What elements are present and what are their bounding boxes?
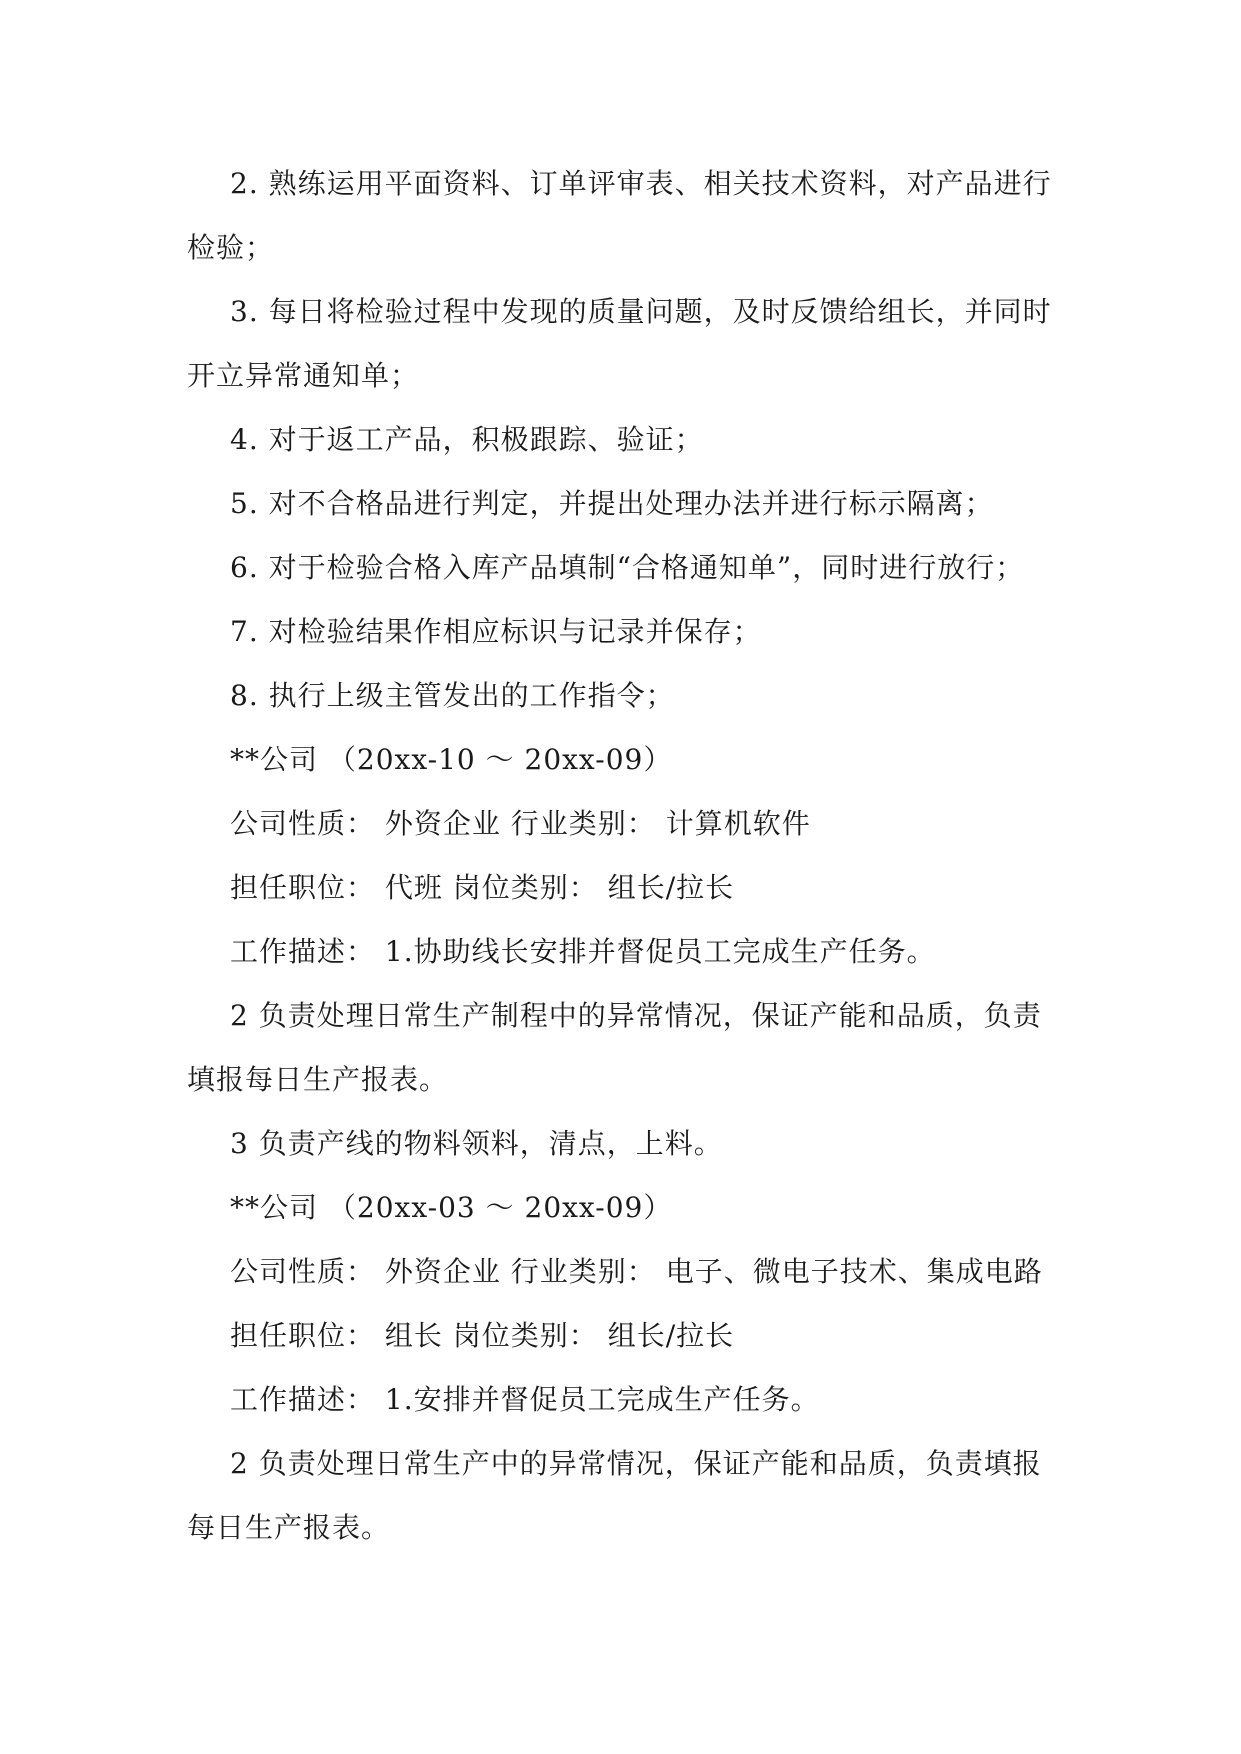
position-2: 担任职位： 组长 岗位类别： 组长/拉长 [230,1319,735,1352]
position-1: 担任职位： 代班 岗位类别： 组长/拉长 [230,871,735,904]
job-duty-1-3: 3 负责产线的物料领料，清点，上料。 [230,1127,723,1160]
duty-item-2: 2. 熟练运用平面资料、订单评审表、相关技术资料，对产品进行检验； [187,167,1052,264]
duty-item-5: 5. 对不合格品进行判定，并提出处理办法并进行标示隔离； [230,487,994,520]
company-nature-2: 公司性质： 外资企业 行业类别： 电子、微电子技术、集成电路 [230,1255,1043,1288]
duty-item-7: 7. 对检验结果作相应标识与记录并保存； [230,615,762,648]
duty-item-8: 8. 执行上级主管发出的工作指令； [230,679,675,712]
duty-item-3: 3. 每日将检验过程中发现的质量问题，及时反馈给组长，并同时开立异常通知单； [187,295,1052,392]
job-duty-2-2: 2 负责处理日常生产中的异常情况，保证产能和品质，负责填报每日生产报表。 [187,1447,1042,1544]
company-heading-1: **公司 （20xx-10 ～ 20xx-09） [230,743,673,776]
duty-item-6: 6. 对于检验合格入库产品填制“合格通知单”，同时进行放行； [230,551,1025,584]
document-body [187,152,1067,1560]
company-nature-1: 公司性质： 外资企业 行业类别： 计算机软件 [230,807,811,840]
job-duty-1-2: 2 负责处理日常生产制程中的异常情况，保证产能和品质，负责填报每日生产报表。 [187,999,1042,1096]
duty-item-4: 4. 对于返工产品，积极跟踪、验证； [230,423,704,456]
company-heading-2: **公司 （20xx-03 ～ 20xx-09） [230,1191,673,1224]
job-description-2: 工作描述： 1.安排并督促员工完成生产任务。 [230,1383,820,1416]
job-description-1: 工作描述： 1.协助线长安排并督促员工完成生产任务。 [230,935,936,968]
